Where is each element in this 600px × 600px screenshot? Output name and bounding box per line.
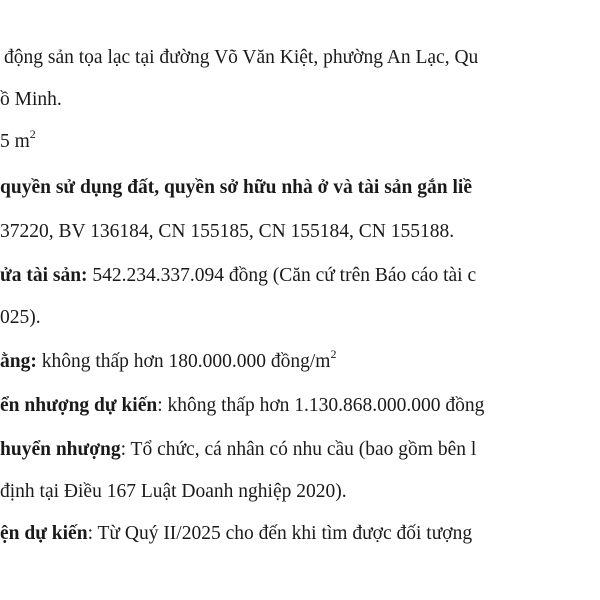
line-text: không thấp hơn 180.000.000 đồng/m — [36, 351, 331, 372]
line-text: 5 m — [0, 131, 30, 152]
text-line-3 — [0, 126, 36, 154]
line-text: định tại Điều 167 Luật Doanh nghiệp 2020). — [0, 481, 347, 502]
text-line-7 — [0, 306, 41, 330]
line-text: : Tổ chức, cá nhân có nhu cầu (bao gồm bên l — [120, 439, 477, 460]
line-text: động sản tọa lạc tại đường Võ Văn Kiệt, phường An Lạc, Qu — [4, 47, 479, 68]
text-line-8 — [0, 346, 337, 374]
text-line-12 — [0, 522, 472, 546]
line-bold-text: ển nhượng dự kiến — [0, 395, 158, 416]
text-line-11 — [0, 480, 347, 504]
text-line-10 — [0, 438, 476, 462]
line-text: 025). — [0, 307, 41, 328]
line-text: 542.234.337.094 đồng (Căn cứ trên Báo cáo tài c — [87, 265, 477, 286]
text-line-2 — [0, 88, 62, 112]
text-line-6 — [0, 264, 476, 288]
line-bold-text: ằng: — [0, 351, 37, 372]
line-bold-text: quyền sử dụng đất, quyền sở hữu nhà ở và tài sản gắn liề — [0, 177, 472, 198]
line-text: ồ Minh. — [0, 89, 62, 110]
line-text: 37220, BV 136184, CN 155185, CN 155184, CN 155188. — [0, 221, 455, 242]
line-bold-text: ện dự kiến — [0, 523, 88, 544]
line-text: : Từ Quý II/2025 cho đến khi tìm được đối tượng — [87, 523, 473, 544]
line-bold-text: huyển nhượng — [0, 439, 121, 460]
line-bold-text: ửa tài sản: — [0, 265, 88, 286]
superscript: 2 — [330, 346, 337, 361]
text-line-5 — [0, 220, 454, 244]
line-text: : không thấp hơn 1.130.868.000.000 đồng — [157, 395, 485, 416]
text-line-4 — [0, 176, 472, 200]
text-line-1 — [4, 46, 478, 70]
superscript: 2 — [29, 126, 36, 141]
text-line-9 — [0, 394, 484, 418]
